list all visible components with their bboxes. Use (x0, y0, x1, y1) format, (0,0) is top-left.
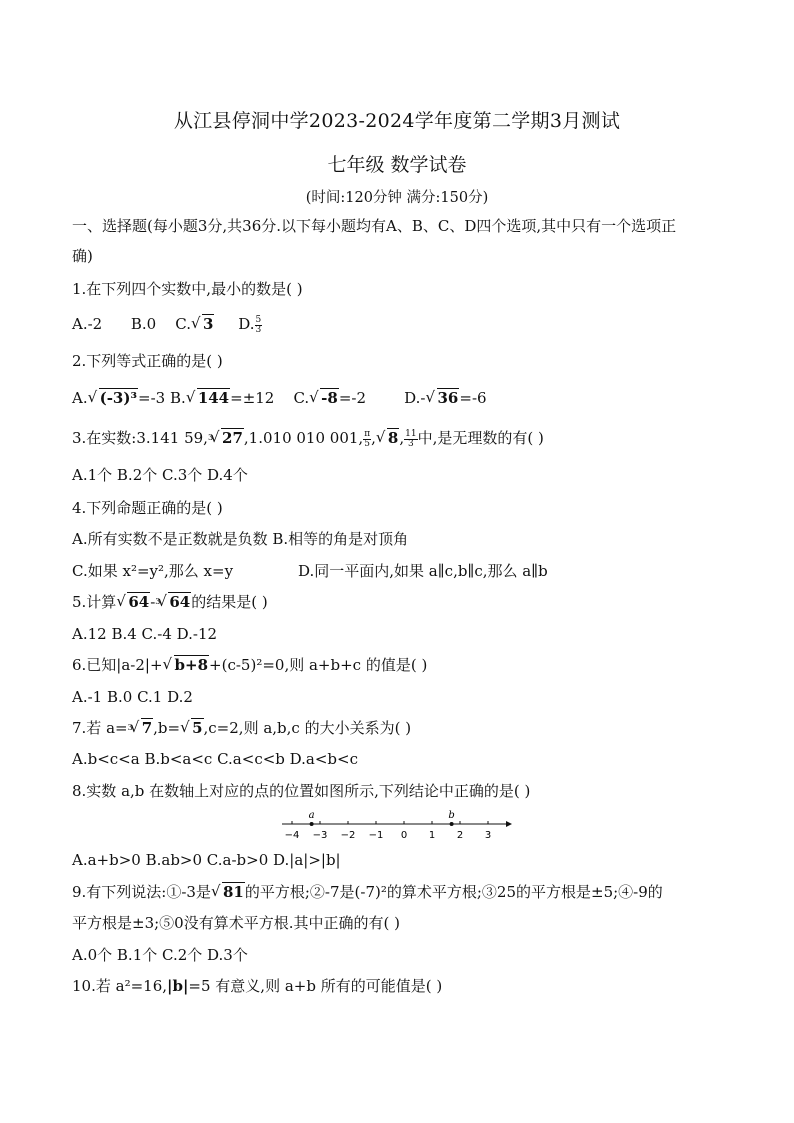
tick-label: −2 (340, 830, 356, 841)
q1-option-c: C.√ 3 (175, 315, 214, 333)
point-b-marker (450, 822, 454, 826)
q2-option-a: A.√ (-3)³=-3 (72, 389, 165, 407)
tick-label: −4 (284, 830, 300, 841)
tick-label: 2 (456, 830, 464, 841)
q1-option-b: B.0 (130, 315, 157, 333)
tick-label: −1 (368, 830, 384, 841)
question-3-stem: 3.在实数:3.141 59,$^3$√ 27,1.010 010 001, $\frac{\pi}{5}$ ,√ 8, $\frac{11}{3}$ 中,是无理数的有( ) (72, 428, 544, 449)
question-2-options (72, 388, 487, 408)
question-3-options: A.1个 B.2个 C.3个 D.4个 (72, 466, 248, 484)
exam-info: (时间:120分钟 满分:150分) (305, 190, 489, 206)
section-heading-line2: 确) (72, 247, 93, 265)
question-6-stem: 6.已知|a-2|+√ b+8+(c-5)²=0,则 a+b+c 的值是( ) (72, 655, 427, 675)
question-4-stem: 4.下列命题正确的是( ) (72, 499, 223, 517)
question-5-stem: 5.计算√ 64-$^3$√ 64的结果是( ) (72, 592, 268, 612)
sqrt-radicand: 3 (202, 315, 214, 333)
point-a-marker (310, 822, 314, 826)
question-4-options-ab: A.所有实数不是正数就是负数 B.相等的角是对顶角 (72, 530, 409, 548)
question-1-stem: 1.在下列四个实数中,最小的数是( ) (72, 280, 303, 298)
question-4-option-d: D.同一平面内,如果 a∥c,b∥c,那么 a∥b (298, 562, 548, 580)
q1-option-a: A.-2 (72, 315, 103, 333)
question-2-stem: 2.下列等式正确的是( ) (72, 352, 223, 370)
tick-label: 3 (484, 830, 492, 841)
point-a-label: a (308, 810, 315, 821)
question-8-options: A.a+b>0 B.ab>0 C.a-b>0 D.|a|>|b| (72, 851, 341, 869)
section-heading-line1: 一、选择题(每小题3分,共36分.以下每小题均有A、B、C、D四个选项,其中只有一个选项正 (72, 217, 677, 235)
q2-option-b: B.√ 144=±12 (170, 389, 274, 407)
question-9-options: A.0个 B.1个 C.2个 D.3个 (72, 946, 248, 964)
tick-label: −3 (312, 830, 328, 841)
question-6-options: A.-1 B.0 C.1 D.2 (72, 688, 193, 706)
question-9-line1: 9.有下列说法:①-3是√ 81的平方根;②-7是(-7)²的算术平方根;③25的平方根是±5;④-9的 (72, 882, 663, 902)
question-10-stem: 10.若 a²=16,|b|=5 有意义,则 a+b 所有的可能值是( ) (72, 977, 443, 995)
tick-label: 0 (400, 830, 408, 841)
number-line-arrow (506, 821, 512, 827)
question-8-stem: 8.实数 a,b 在数轴上对应的点的位置如图所示,下列结论中正确的是( ) (72, 782, 531, 800)
point-b-label: b (448, 810, 455, 821)
question-1-options (72, 314, 262, 335)
question-5-options: A.12 B.4 C.-4 D.-12 (72, 625, 218, 643)
question-7-options: A.b<c<a B.b<a<c C.a<c<b D.a<b<c (72, 750, 358, 768)
number-line-figure (280, 808, 520, 844)
question-7-stem: 7.若 a=$^3$√ 7,b=√ 5,c=2,则 a,b,c 的大小关系为( ) (72, 718, 411, 738)
exam-subtitle: 七年级 数学试卷 (327, 154, 467, 176)
q1-option-d: D. $\frac{5}{3}$ (238, 314, 262, 335)
q2-option-d: D.-√ 36=-6 (404, 389, 486, 407)
tick-label: 1 (428, 830, 436, 841)
q2-option-c: C.√ -8=-2 (293, 389, 366, 407)
question-4-option-c: C.如果 x²=y²,那么 x=y (72, 562, 234, 580)
exam-title: 从江县停洞中学2023-2024学年度第二学期3月测试 (173, 110, 621, 132)
question-9-line2: 平方根是±3;⑤0没有算术平方根.其中正确的有( ) (72, 914, 400, 932)
